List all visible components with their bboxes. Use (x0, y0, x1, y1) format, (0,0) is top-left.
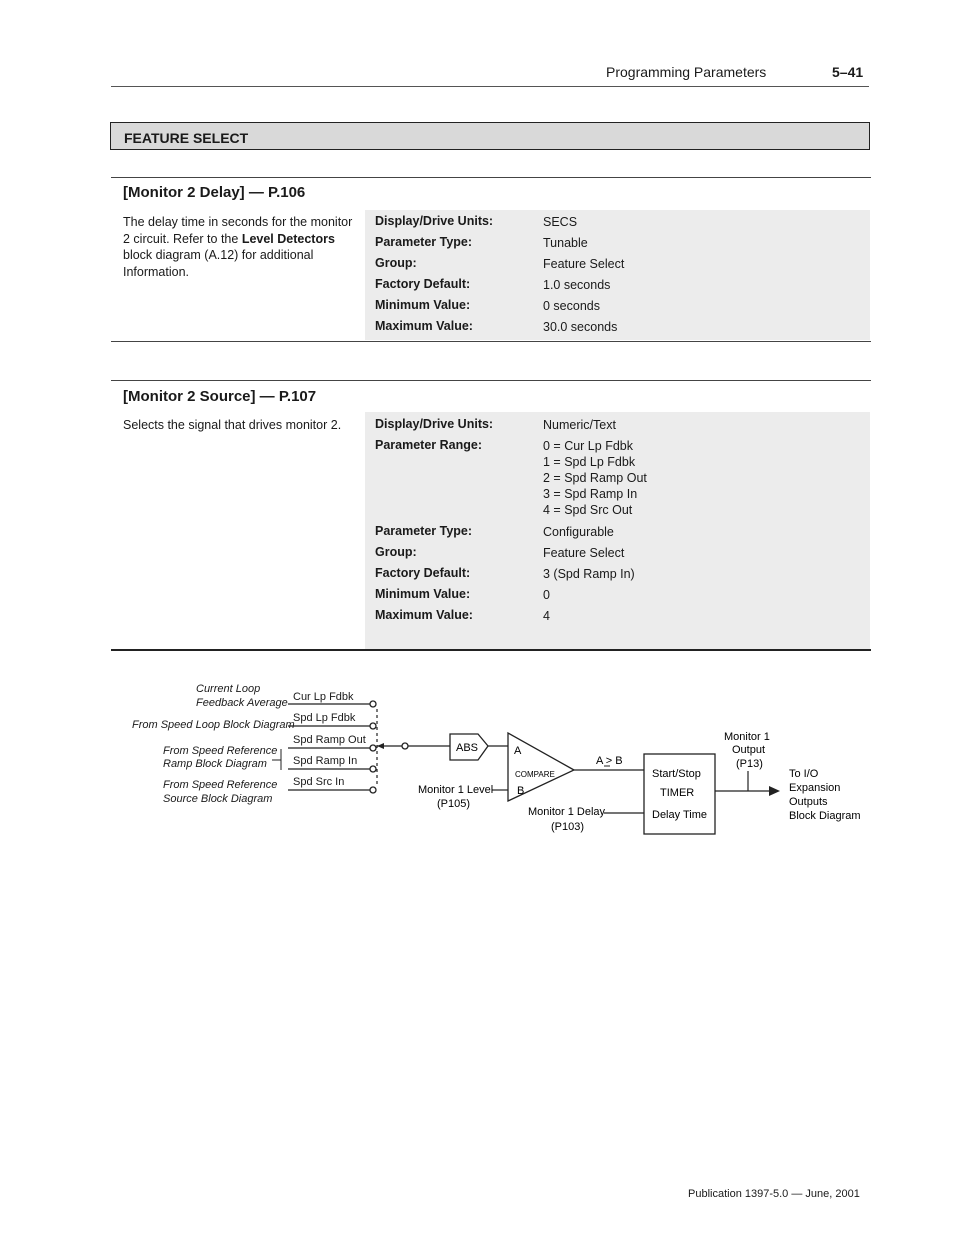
range-4: 4 = Spd Src Out (543, 503, 633, 517)
source-label: From Speed Reference (163, 779, 278, 791)
input-label: Spd Src In (293, 776, 345, 788)
level-param: (P105) (437, 798, 471, 810)
compare-a-label: A (514, 745, 522, 757)
range-0: 0 = Cur Lp Fdbk (543, 439, 633, 453)
switch-contact (370, 701, 376, 707)
timer-delay-label: Delay Time (652, 809, 708, 821)
feature-select-label: FEATURE SELECT (124, 130, 249, 146)
level-label: Monitor 1 Level (418, 784, 494, 796)
timer-start-label: Start/Stop (652, 768, 701, 780)
page-number: 5–41 (832, 64, 864, 80)
input-label: Spd Lp Fdbk (293, 712, 356, 724)
running-header-title: Programming Parameters (606, 64, 767, 80)
switch-contact (370, 787, 376, 793)
input-label: Spd Ramp Out (293, 734, 366, 746)
level-detectors-ref: Level Detectors (241, 231, 335, 246)
output-arrow (769, 786, 780, 796)
source-label: Ramp Block Diagram (163, 758, 267, 770)
selector-arrow (377, 743, 384, 749)
source-label: Source Block Diagram (163, 793, 273, 805)
output-label: Monitor 1 (724, 731, 770, 743)
source-label: From Speed Reference (163, 745, 278, 757)
output-param: (P13) (736, 758, 763, 770)
param-panel-p107: Display/Drive Units: Numeric/Text Parameter Range: 0 = Cur Lp Fdbk 1 = Spd Lp Fdbk 2 = Spd Ramp Out 3 = Spd Ramp In 4 = Spd Src Out Parameter Type: Configurable Group: Feature Select Factory Default: 3 (Spd Ramp In) Minimum Value: 0 Maximum Value: 4 (365, 412, 870, 649)
range-3: 3 = Spd Ramp In (543, 487, 638, 501)
destination-label: Outputs (789, 796, 828, 808)
switch-contact (370, 766, 376, 772)
compare-label: COMPARE (515, 770, 555, 779)
delay-label: Monitor 1 Delay (528, 806, 606, 818)
abs-label: ABS (456, 742, 479, 754)
source-label: From Speed Loop Block Diagram (132, 719, 295, 731)
a-ge-b-label: A > B (596, 755, 623, 767)
destination-label: To I/O (789, 768, 819, 780)
switch-pivot (402, 743, 408, 749)
source-label: Current Loop (196, 683, 261, 695)
param-panel-p106: Display/Drive Units: SECS Parameter Type: Tunable Group: Feature Select Factory Default: 1.0 seconds Minimum Value: 0 seconds Maximum Value: 30.0 seconds (365, 210, 870, 340)
destination-label: Block Diagram (789, 810, 861, 822)
delay-param: (P103) (551, 821, 585, 833)
range-1: 1 = Spd Lp Fdbk (543, 455, 636, 469)
param-title-p107: [Monitor 2 Source] — P.107 (123, 388, 317, 405)
input-label: Spd Ramp In (293, 755, 358, 767)
switch-contact (370, 723, 376, 729)
param-description-p107: Selects the signal that drives monitor 2. (123, 418, 342, 432)
timer-name: TIMER (660, 787, 695, 799)
output-label: Output (732, 744, 766, 756)
input-label: Cur Lp Fdbk (293, 691, 354, 703)
compare-b-label: B (517, 785, 525, 797)
source-label: Feedback Average (196, 697, 288, 709)
switch-contact (370, 745, 376, 751)
range-2: 2 = Spd Ramp Out (543, 471, 647, 485)
destination-label: Expansion (789, 782, 841, 794)
param-title-p106: [Monitor 2 Delay] — P.106 (123, 184, 306, 201)
publication-footer: Publication 1397-5.0 — June, 2001 (688, 1188, 860, 1200)
param-description-p106: The delay time in seconds for the monitor 2 circuit. Refer to the Level Detectors block diagram (A.12) for additional Information. (123, 215, 353, 279)
